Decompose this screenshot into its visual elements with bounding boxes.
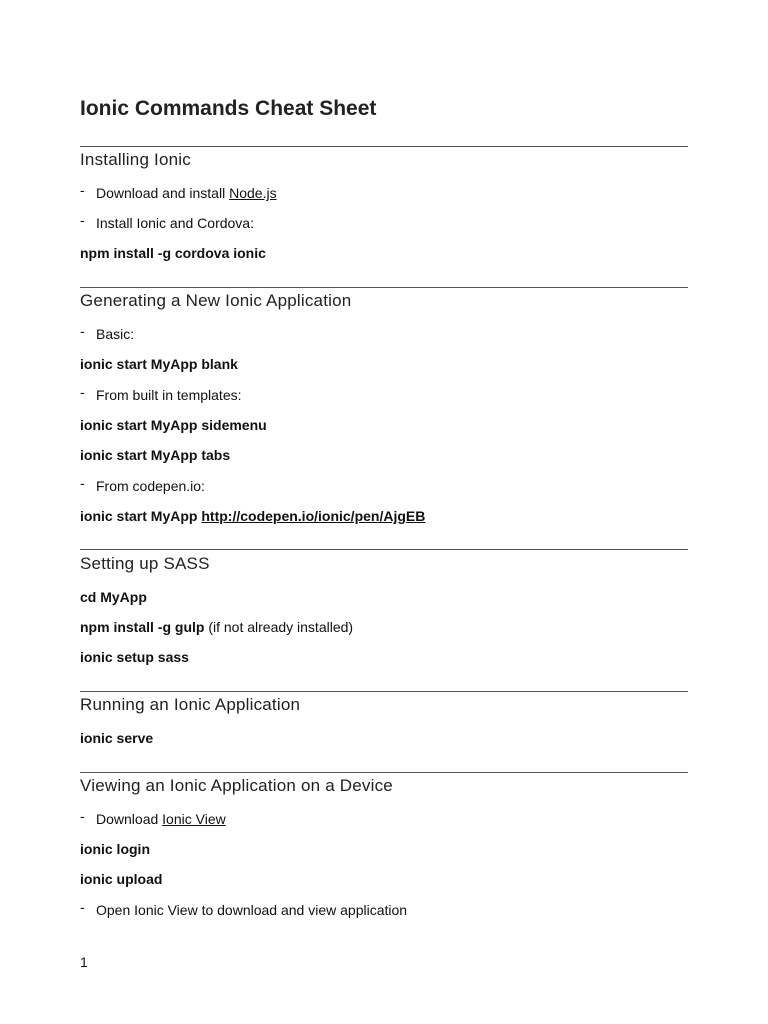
command-text: ionic start MyApp (80, 508, 202, 524)
command-line (80, 355, 238, 373)
command-text: npm install -g gulp (80, 619, 205, 635)
command-line (80, 244, 266, 262)
bullet-dash: - (80, 212, 85, 228)
bullet-dash: - (80, 808, 85, 824)
bullet-dash: - (80, 323, 85, 339)
step-basic (80, 325, 134, 343)
step-text: From codepen.io: (96, 478, 205, 494)
step-download-ionic-view (80, 810, 226, 828)
section-divider (80, 146, 688, 147)
command-line (80, 870, 162, 888)
step-text: Install Ionic and Cordova: (96, 215, 254, 231)
command-text: cd MyApp (80, 589, 147, 605)
codepen-link[interactable]: http://codepen.io/ionic/pen/AjgEB (201, 508, 426, 524)
command-text: ionic start MyApp sidemenu (80, 417, 267, 433)
step-codepen (80, 477, 205, 495)
document-page (80, 0, 688, 1024)
step-text: From built in templates: (96, 387, 242, 403)
ionic-view-link[interactable]: Ionic View (162, 811, 226, 827)
command-line (80, 618, 353, 636)
section-heading-sass: Setting up SASS (80, 554, 210, 573)
page-title: Ionic Commands Cheat Sheet (80, 97, 377, 120)
command-text: ionic start MyApp blank (80, 356, 238, 372)
section-heading-device: Viewing an Ionic Application on a Device (80, 776, 393, 795)
step-open-ionic-view (80, 901, 407, 919)
command-note: (if not already installed) (204, 619, 354, 635)
step-text: Download and install (96, 185, 230, 201)
command-line (80, 507, 425, 525)
step-download-node (80, 184, 277, 202)
command-line (80, 648, 189, 666)
command-line (80, 446, 230, 464)
command-text: npm install -g cordova ionic (80, 245, 266, 261)
command-line (80, 416, 267, 434)
step-text: Open Ionic View to download and view application (96, 902, 408, 918)
step-text: Download (96, 811, 163, 827)
bullet-dash: - (80, 475, 85, 491)
bullet-dash: - (80, 899, 85, 915)
step-install-cordova (80, 214, 254, 232)
section-divider (80, 772, 688, 773)
step-templates (80, 386, 242, 404)
section-divider (80, 549, 688, 550)
section-heading-installing: Installing Ionic (80, 150, 191, 169)
command-text: ionic setup sass (80, 649, 189, 665)
command-line (80, 729, 153, 747)
command-text: ionic serve (80, 730, 154, 746)
section-divider (80, 287, 688, 288)
command-line (80, 588, 147, 606)
bullet-dash: - (80, 384, 85, 400)
command-text: ionic login (80, 841, 150, 857)
page-number: 1 (80, 954, 88, 970)
section-divider (80, 691, 688, 692)
section-heading-running: Running an Ionic Application (80, 695, 301, 714)
step-text: Basic: (96, 326, 135, 342)
section-heading-generating: Generating a New Ionic Application (80, 291, 352, 310)
nodejs-link[interactable]: Node.js (229, 185, 277, 201)
command-text: ionic upload (80, 871, 163, 887)
command-text: ionic start MyApp tabs (80, 447, 231, 463)
command-line (80, 840, 150, 858)
bullet-dash: - (80, 182, 85, 198)
